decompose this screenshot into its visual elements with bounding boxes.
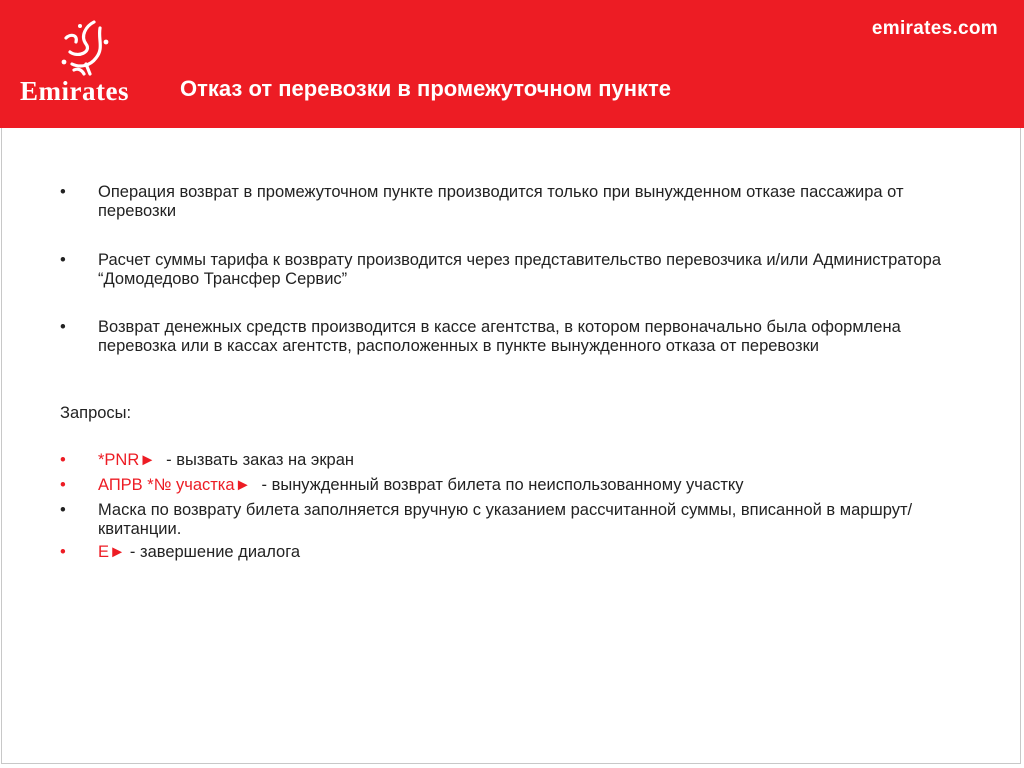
requests-label: Запросы: — [60, 404, 132, 422]
bullet-marker: • — [60, 543, 66, 561]
bullet-item-1 — [60, 183, 960, 221]
request-item-3 — [60, 501, 960, 539]
request-item-1 — [60, 451, 960, 470]
bullet-text: Расчет суммы тарифа к возврату производится через представительство перевозчика и/или Администратора “Домодедово Трансфер Сервис” — [98, 251, 942, 288]
bullet-item-2 — [60, 251, 960, 289]
bullet-marker: • — [60, 183, 66, 201]
request-item-2 — [60, 476, 960, 495]
bullet-marker: • — [60, 476, 66, 494]
brand-name: Emirates — [20, 76, 129, 106]
bullet-marker: • — [60, 501, 66, 519]
request-description: - вынужденный возврат билета по неиспользованному участку — [256, 476, 744, 494]
request-item-4 — [60, 543, 960, 562]
site-url: emirates.com — [871, 18, 998, 39]
request-command: *PNR► — [98, 451, 156, 469]
emirates-calligraphy-icon — [56, 18, 112, 76]
content-frame — [1, 128, 1021, 764]
request-description: Маска по возврату билета заполняется вручную с указанием рассчитанной суммы, вписанной в маршрут/квитанции. — [98, 501, 913, 538]
request-command: E► — [98, 543, 126, 561]
emirates-logo — [20, 18, 150, 110]
request-description: - вызвать заказ на экран — [161, 451, 355, 469]
bullet-marker: • — [60, 451, 66, 469]
bullet-marker: • — [60, 251, 66, 269]
bullet-marker: • — [60, 318, 66, 336]
bullet-item-3 — [60, 318, 960, 356]
bullet-text: Возврат денежных средств производится в кассе агентства, в котором первоначально была оформлена перевозка или в кассах агентств, расположенных в пункте вынужденного отказа от перевозки — [98, 318, 901, 355]
header-banner — [0, 0, 1024, 128]
request-description: - завершение диалога — [125, 543, 301, 561]
bullet-text: Операция возврат в промежуточном пункте производится только при вынужденном отказе пассажира от перевозки — [98, 183, 904, 220]
page-title: Отказ от перевозки в промежуточном пункте — [180, 76, 672, 101]
request-command: АПРВ *№ участка► — [98, 476, 251, 494]
